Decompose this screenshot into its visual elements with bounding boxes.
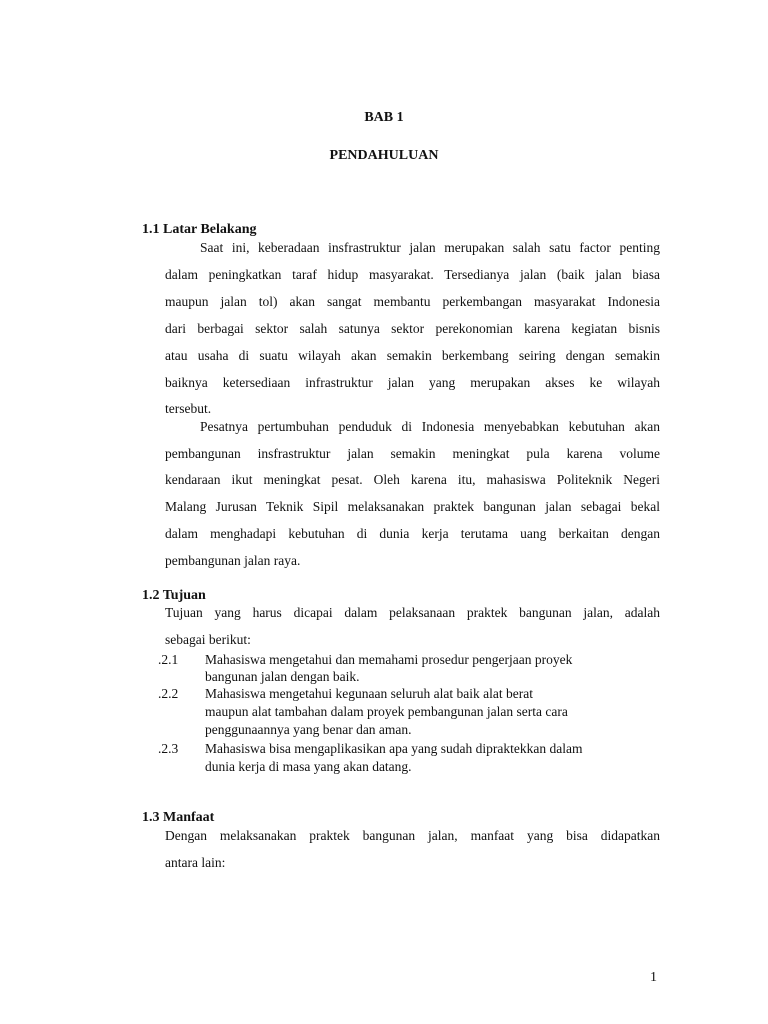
paragraph-line: pembangunan jalan raya. <box>165 553 301 568</box>
paragraph-line: Dengan melaksanakan praktek bangunan jalan, manfaat yang bisa didapatkan <box>165 828 660 843</box>
paragraph-line: antara lain: <box>165 855 226 870</box>
paragraph-line: maupun jalan tol) akan sangat membantu perkembangan masyarakat Indonesia <box>165 294 660 309</box>
list-item-line: bangunan jalan dengan baik. <box>205 669 360 684</box>
list-item-line: maupun alat tambahan dalam proyek pembangunan jalan serta cara <box>205 704 568 719</box>
list-item-line: Mahasiswa mengetahui dan memahami prosedur pengerjaan proyek <box>205 652 573 667</box>
paragraph-line: Tujuan yang harus dicapai dalam pelaksanaan praktek bangunan jalan, adalah <box>165 605 660 620</box>
list-item-number: .2.3 <box>158 741 179 756</box>
list-item-line: Mahasiswa mengetahui kegunaan seluruh alat baik alat berat <box>205 686 534 701</box>
section-heading-manfaat: 1.3 Manfaat <box>142 810 215 825</box>
paragraph-line: Malang Jurusan Teknik Sipil melaksanakan praktek bangunan jalan sebagai bekal <box>165 499 660 514</box>
paragraph-line: Saat ini, keberadaan insfrastruktur jalan merupakan salah satu factor penting <box>200 240 660 255</box>
list-item-line: penggunaannya yang benar dan aman. <box>205 722 412 737</box>
page-number: 1 <box>650 970 657 985</box>
paragraph-line: dalam peningkatkan taraf hidup masyarakat. Tersedianya jalan (baik jalan biasa <box>165 267 660 282</box>
paragraph-line: tersebut. <box>165 401 212 416</box>
paragraph-line: dalam menghadapi kebutuhan di dunia kerja terutama uang berkaitan dengan <box>165 526 660 541</box>
paragraph-line: pembangunan insfrastruktur jalan semakin meningkat pula karena volume <box>165 446 660 461</box>
list-item-number: .2.1 <box>158 652 179 667</box>
paragraph-line: kendaraan ikut meningkat pesat. Oleh karena itu, mahasiswa Politeknik Negeri <box>165 472 660 487</box>
paragraph-line: Pesatnya pertumbuhan penduduk di Indonesia menyebabkan kebutuhan akan <box>200 419 660 434</box>
paragraph-line: sebagai berikut: <box>165 632 251 647</box>
list-item-line: dunia kerja di masa yang akan datang. <box>205 759 412 774</box>
section-heading-tujuan: 1.2 Tujuan <box>142 588 206 603</box>
paragraph-line: dari berbagai sektor salah satunya sektor perekonomian karena kegiatan bisnis <box>165 321 660 336</box>
paragraph-line: atau usaha di suatu wilayah akan semakin berkembang seiring dengan semakin <box>165 348 660 363</box>
chapter-title: PENDAHULUAN <box>329 148 439 163</box>
section-heading-latar-belakang: 1.1 Latar Belakang <box>142 222 257 237</box>
paragraph-line: baiknya ketersediaan infrastruktur jalan yang merupakan akses ke wilayah <box>165 375 660 390</box>
list-item-line: Mahasiswa bisa mengaplikasikan apa yang sudah dipraktekkan dalam <box>205 741 583 756</box>
list-item-number: .2.2 <box>158 686 179 701</box>
chapter-label: BAB 1 <box>364 110 404 125</box>
